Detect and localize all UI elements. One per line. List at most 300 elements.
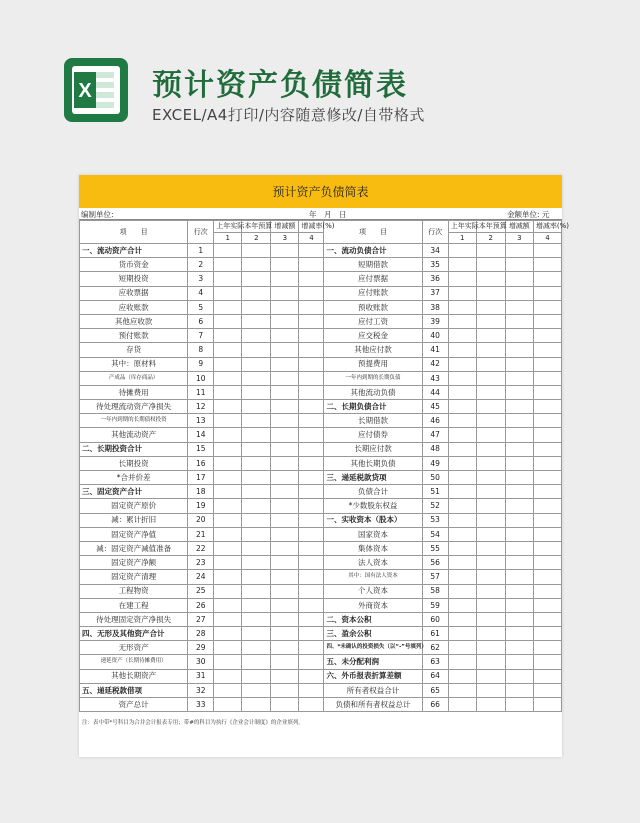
- asset-line-no: 29: [188, 641, 214, 655]
- liability-value-cell[interactable]: [505, 258, 533, 272]
- asset-value-cell[interactable]: [271, 698, 299, 712]
- asset-value-cell[interactable]: [299, 485, 324, 499]
- asset-line-no: 25: [188, 584, 214, 598]
- table-row: [80, 541, 562, 555]
- liability-item: 应付票据: [324, 272, 422, 286]
- asset-value-cell[interactable]: [242, 655, 271, 669]
- liability-value-cell[interactable]: [533, 471, 561, 485]
- asset-value-cell[interactable]: [242, 698, 271, 712]
- asset-value-cell[interactable]: [271, 385, 299, 399]
- asset-value-cell[interactable]: [271, 272, 299, 286]
- liability-value-cell[interactable]: [448, 612, 476, 626]
- asset-value-cell[interactable]: [271, 485, 299, 499]
- liability-value-cell[interactable]: [505, 641, 533, 655]
- asset-value-cell[interactable]: [299, 556, 324, 570]
- asset-value-cell[interactable]: [242, 272, 271, 286]
- liability-value-cell[interactable]: [505, 471, 533, 485]
- asset-value-cell[interactable]: [271, 584, 299, 598]
- liability-value-cell[interactable]: [505, 300, 533, 314]
- liability-value-cell[interactable]: [533, 655, 561, 669]
- liability-value-cell[interactable]: [505, 442, 533, 456]
- asset-value-cell[interactable]: [299, 371, 324, 385]
- liability-value-cell[interactable]: [448, 428, 476, 442]
- asset-line-no: 10: [188, 371, 214, 385]
- unit-label: 编制单位:: [81, 210, 114, 219]
- asset-value-cell[interactable]: [214, 385, 242, 399]
- asset-value-cell[interactable]: [214, 485, 242, 499]
- liability-value-cell[interactable]: [505, 612, 533, 626]
- liability-value-cell[interactable]: [476, 612, 505, 626]
- table-row: [80, 272, 562, 286]
- liability-value-cell[interactable]: [533, 683, 561, 697]
- asset-value-cell[interactable]: [299, 584, 324, 598]
- liability-value-cell[interactable]: [476, 556, 505, 570]
- liability-value-cell[interactable]: [448, 698, 476, 712]
- liability-value-cell[interactable]: [505, 400, 533, 414]
- liability-value-cell[interactable]: [505, 541, 533, 555]
- asset-value-cell[interactable]: [242, 428, 271, 442]
- liability-value-cell[interactable]: [476, 655, 505, 669]
- asset-value-cell[interactable]: [214, 612, 242, 626]
- asset-value-cell[interactable]: [242, 286, 271, 300]
- liability-value-cell[interactable]: [533, 669, 561, 683]
- liability-value-cell[interactable]: [448, 485, 476, 499]
- asset-value-cell[interactable]: [242, 499, 271, 513]
- liability-value-cell[interactable]: [448, 385, 476, 399]
- liability-value-cell[interactable]: [505, 485, 533, 499]
- asset-value-cell[interactable]: [214, 329, 242, 343]
- asset-value-cell[interactable]: [214, 598, 242, 612]
- table-row: [80, 485, 562, 499]
- liability-value-cell[interactable]: [476, 428, 505, 442]
- asset-value-cell[interactable]: [214, 272, 242, 286]
- liability-value-cell[interactable]: [505, 428, 533, 442]
- liability-line-no: 38: [422, 300, 448, 314]
- liability-value-cell[interactable]: [533, 641, 561, 655]
- liability-value-cell[interactable]: [448, 442, 476, 456]
- asset-item: 其中：原材料: [80, 357, 188, 371]
- asset-value-cell[interactable]: [299, 428, 324, 442]
- liability-value-cell[interactable]: [505, 329, 533, 343]
- asset-value-cell[interactable]: [242, 357, 271, 371]
- asset-value-cell[interactable]: [271, 442, 299, 456]
- liability-value-cell[interactable]: [505, 286, 533, 300]
- asset-value-cell[interactable]: [299, 641, 324, 655]
- liability-value-cell[interactable]: [476, 300, 505, 314]
- asset-item: 固定资产净值: [80, 527, 188, 541]
- asset-value-cell[interactable]: [214, 513, 242, 527]
- liability-value-cell[interactable]: [533, 598, 561, 612]
- liability-value-cell[interactable]: [505, 556, 533, 570]
- liability-value-cell[interactable]: [448, 329, 476, 343]
- liability-value-cell[interactable]: [505, 598, 533, 612]
- liability-value-cell[interactable]: [448, 570, 476, 584]
- liability-value-cell[interactable]: [476, 244, 505, 258]
- liability-value-cell[interactable]: [476, 371, 505, 385]
- liability-value-cell[interactable]: [448, 371, 476, 385]
- asset-value-cell[interactable]: [214, 442, 242, 456]
- liability-value-cell[interactable]: [476, 314, 505, 328]
- asset-value-cell[interactable]: [271, 357, 299, 371]
- liability-value-cell[interactable]: [533, 499, 561, 513]
- col-change-pct-right: 增减率(%): [533, 221, 561, 233]
- asset-value-cell[interactable]: [214, 400, 242, 414]
- liability-value-cell[interactable]: [533, 698, 561, 712]
- asset-line-no: 4: [188, 286, 214, 300]
- liability-value-cell[interactable]: [448, 584, 476, 598]
- asset-value-cell[interactable]: [214, 527, 242, 541]
- liability-value-cell[interactable]: [476, 698, 505, 712]
- asset-value-cell[interactable]: [214, 499, 242, 513]
- liability-value-cell[interactable]: [476, 272, 505, 286]
- liability-value-cell[interactable]: [448, 286, 476, 300]
- liability-value-cell[interactable]: [448, 541, 476, 555]
- liability-value-cell[interactable]: [476, 329, 505, 343]
- liability-value-cell[interactable]: [505, 314, 533, 328]
- liability-value-cell[interactable]: [476, 400, 505, 414]
- asset-value-cell[interactable]: [214, 471, 242, 485]
- asset-value-cell[interactable]: [271, 400, 299, 414]
- liability-value-cell[interactable]: [505, 513, 533, 527]
- asset-value-cell[interactable]: [271, 300, 299, 314]
- liability-value-cell[interactable]: [448, 669, 476, 683]
- asset-value-cell[interactable]: [242, 314, 271, 328]
- col-change: 增减额: [271, 221, 299, 233]
- asset-value-cell[interactable]: [271, 414, 299, 428]
- asset-value-cell[interactable]: [242, 612, 271, 626]
- asset-value-cell[interactable]: [299, 669, 324, 683]
- liability-value-cell[interactable]: [476, 442, 505, 456]
- liability-item: 其他长期负债: [324, 456, 422, 470]
- asset-value-cell[interactable]: [214, 683, 242, 697]
- liability-value-cell[interactable]: [533, 627, 561, 641]
- asset-value-cell[interactable]: [299, 570, 324, 584]
- liability-value-cell[interactable]: [505, 655, 533, 669]
- liability-value-cell[interactable]: [533, 371, 561, 385]
- liability-value-cell[interactable]: [448, 598, 476, 612]
- asset-value-cell[interactable]: [271, 456, 299, 470]
- asset-value-cell[interactable]: [242, 669, 271, 683]
- liability-value-cell[interactable]: [505, 357, 533, 371]
- liability-value-cell[interactable]: [533, 343, 561, 357]
- asset-value-cell[interactable]: [242, 414, 271, 428]
- asset-value-cell[interactable]: [271, 499, 299, 513]
- liability-value-cell[interactable]: [533, 485, 561, 499]
- asset-value-cell[interactable]: [271, 314, 299, 328]
- liability-value-cell[interactable]: [533, 272, 561, 286]
- asset-value-cell[interactable]: [299, 385, 324, 399]
- asset-value-cell[interactable]: [299, 300, 324, 314]
- liability-value-cell[interactable]: [476, 385, 505, 399]
- asset-value-cell[interactable]: [271, 541, 299, 555]
- asset-value-cell[interactable]: [242, 627, 271, 641]
- asset-value-cell[interactable]: [299, 655, 324, 669]
- liability-value-cell[interactable]: [533, 244, 561, 258]
- liability-line-no: 37: [422, 286, 448, 300]
- liability-value-cell[interactable]: [505, 584, 533, 598]
- liability-value-cell[interactable]: [533, 570, 561, 584]
- asset-value-cell[interactable]: [299, 683, 324, 697]
- liability-value-cell[interactable]: [448, 655, 476, 669]
- liability-value-cell[interactable]: [476, 513, 505, 527]
- liability-value-cell[interactable]: [533, 385, 561, 399]
- liability-value-cell[interactable]: [448, 258, 476, 272]
- liability-value-cell[interactable]: [476, 485, 505, 499]
- asset-value-cell[interactable]: [271, 556, 299, 570]
- liability-value-cell[interactable]: [448, 513, 476, 527]
- asset-value-cell[interactable]: [271, 258, 299, 272]
- liability-value-cell[interactable]: [448, 244, 476, 258]
- asset-value-cell[interactable]: [242, 456, 271, 470]
- liability-value-cell[interactable]: [533, 258, 561, 272]
- liability-value-cell[interactable]: [533, 584, 561, 598]
- liability-value-cell[interactable]: [476, 669, 505, 683]
- table-row: [80, 314, 562, 328]
- liability-value-cell[interactable]: [505, 698, 533, 712]
- asset-item: 一、流动资产合计: [80, 244, 188, 258]
- liability-value-cell[interactable]: [505, 343, 533, 357]
- asset-value-cell[interactable]: [242, 385, 271, 399]
- asset-value-cell[interactable]: [242, 400, 271, 414]
- asset-value-cell[interactable]: [214, 314, 242, 328]
- asset-value-cell[interactable]: [242, 329, 271, 343]
- asset-value-cell[interactable]: [299, 314, 324, 328]
- liability-value-cell[interactable]: [505, 456, 533, 470]
- asset-value-cell[interactable]: [214, 343, 242, 357]
- asset-item: 三、固定资产合计: [80, 485, 188, 499]
- asset-value-cell[interactable]: [299, 513, 324, 527]
- liability-value-cell[interactable]: [505, 683, 533, 697]
- liability-value-cell[interactable]: [533, 456, 561, 470]
- asset-value-cell[interactable]: [271, 343, 299, 357]
- asset-value-cell[interactable]: [299, 329, 324, 343]
- liability-value-cell[interactable]: [476, 598, 505, 612]
- asset-value-cell[interactable]: [271, 655, 299, 669]
- asset-value-cell[interactable]: [271, 471, 299, 485]
- asset-item: 产成品（库存商品）: [80, 371, 188, 385]
- asset-value-cell[interactable]: [299, 442, 324, 456]
- liability-value-cell[interactable]: [476, 286, 505, 300]
- liability-value-cell[interactable]: [505, 669, 533, 683]
- liability-value-cell[interactable]: [448, 414, 476, 428]
- liability-value-cell[interactable]: [476, 683, 505, 697]
- liability-value-cell[interactable]: [448, 556, 476, 570]
- liability-value-cell[interactable]: [476, 584, 505, 598]
- liability-value-cell[interactable]: [448, 400, 476, 414]
- asset-value-cell[interactable]: [242, 343, 271, 357]
- liability-value-cell[interactable]: [505, 527, 533, 541]
- asset-value-cell[interactable]: [214, 584, 242, 598]
- liability-value-cell[interactable]: [505, 414, 533, 428]
- asset-value-cell[interactable]: [299, 698, 324, 712]
- liability-value-cell[interactable]: [533, 314, 561, 328]
- liability-value-cell[interactable]: [505, 627, 533, 641]
- liability-value-cell[interactable]: [448, 641, 476, 655]
- liability-value-cell[interactable]: [448, 343, 476, 357]
- asset-line-no: 30: [188, 655, 214, 669]
- asset-line-no: 13: [188, 414, 214, 428]
- asset-value-cell[interactable]: [242, 527, 271, 541]
- liability-value-cell[interactable]: [505, 272, 533, 286]
- asset-value-cell[interactable]: [214, 286, 242, 300]
- liability-value-cell[interactable]: [505, 385, 533, 399]
- table-row: [80, 513, 562, 527]
- asset-value-cell[interactable]: [214, 655, 242, 669]
- asset-value-cell[interactable]: [242, 683, 271, 697]
- asset-value-cell[interactable]: [242, 584, 271, 598]
- asset-value-cell[interactable]: [271, 598, 299, 612]
- liability-item: 国家资本: [324, 527, 422, 541]
- asset-value-cell[interactable]: [242, 485, 271, 499]
- asset-line-no: 17: [188, 471, 214, 485]
- asset-value-cell[interactable]: [242, 641, 271, 655]
- asset-value-cell[interactable]: [242, 371, 271, 385]
- liability-value-cell[interactable]: [533, 527, 561, 541]
- liability-value-cell[interactable]: [476, 471, 505, 485]
- asset-value-cell[interactable]: [214, 428, 242, 442]
- asset-value-cell[interactable]: [271, 371, 299, 385]
- asset-value-cell[interactable]: [299, 471, 324, 485]
- liability-value-cell[interactable]: [533, 513, 561, 527]
- asset-value-cell[interactable]: [214, 669, 242, 683]
- liability-value-cell[interactable]: [533, 414, 561, 428]
- asset-value-cell[interactable]: [214, 300, 242, 314]
- asset-value-cell[interactable]: [299, 527, 324, 541]
- asset-value-cell[interactable]: [242, 258, 271, 272]
- asset-value-cell[interactable]: [271, 428, 299, 442]
- asset-value-cell[interactable]: [214, 371, 242, 385]
- liability-value-cell[interactable]: [448, 357, 476, 371]
- asset-value-cell[interactable]: [242, 598, 271, 612]
- asset-value-cell[interactable]: [242, 556, 271, 570]
- asset-value-cell[interactable]: [271, 286, 299, 300]
- asset-value-cell[interactable]: [271, 612, 299, 626]
- asset-value-cell[interactable]: [271, 641, 299, 655]
- asset-value-cell[interactable]: [271, 329, 299, 343]
- asset-value-cell[interactable]: [299, 598, 324, 612]
- liability-value-cell[interactable]: [448, 499, 476, 513]
- asset-value-cell[interactable]: [214, 456, 242, 470]
- asset-value-cell[interactable]: [242, 244, 271, 258]
- liability-value-cell[interactable]: [505, 499, 533, 513]
- asset-value-cell[interactable]: [214, 357, 242, 371]
- asset-value-cell[interactable]: [299, 343, 324, 357]
- asset-value-cell[interactable]: [299, 499, 324, 513]
- liability-value-cell[interactable]: [448, 314, 476, 328]
- asset-value-cell[interactable]: [214, 627, 242, 641]
- asset-value-cell[interactable]: [214, 244, 242, 258]
- liability-value-cell[interactable]: [533, 612, 561, 626]
- liability-line-no: 66: [422, 698, 448, 712]
- liability-value-cell[interactable]: [476, 456, 505, 470]
- liability-value-cell[interactable]: [476, 541, 505, 555]
- table-row: [80, 598, 562, 612]
- liability-value-cell[interactable]: [476, 343, 505, 357]
- footnote: 注：表中带*号科目为合并会计报表专用；带#的科目为执行《企业会计制度》的企业填列。: [82, 720, 304, 727]
- asset-value-cell[interactable]: [214, 541, 242, 555]
- liability-value-cell[interactable]: [448, 627, 476, 641]
- asset-value-cell[interactable]: [271, 683, 299, 697]
- liability-value-cell[interactable]: [448, 471, 476, 485]
- asset-value-cell[interactable]: [214, 698, 242, 712]
- liability-value-cell[interactable]: [448, 272, 476, 286]
- liability-line-no: 43: [422, 371, 448, 385]
- asset-value-cell[interactable]: [271, 570, 299, 584]
- liability-value-cell[interactable]: [448, 683, 476, 697]
- asset-value-cell[interactable]: [299, 456, 324, 470]
- liability-value-cell[interactable]: [505, 570, 533, 584]
- asset-value-cell[interactable]: [271, 627, 299, 641]
- liability-value-cell[interactable]: [476, 499, 505, 513]
- asset-value-cell[interactable]: [242, 300, 271, 314]
- liability-value-cell[interactable]: [448, 527, 476, 541]
- liability-value-cell[interactable]: [476, 414, 505, 428]
- asset-item: *合并价差: [80, 471, 188, 485]
- asset-value-cell[interactable]: [271, 527, 299, 541]
- asset-value-cell[interactable]: [242, 442, 271, 456]
- asset-value-cell[interactable]: [242, 541, 271, 555]
- liability-value-cell[interactable]: [533, 556, 561, 570]
- liability-value-cell[interactable]: [476, 570, 505, 584]
- asset-value-cell[interactable]: [271, 669, 299, 683]
- asset-value-cell[interactable]: [242, 471, 271, 485]
- asset-value-cell[interactable]: [299, 414, 324, 428]
- liability-value-cell[interactable]: [476, 357, 505, 371]
- liability-value-cell[interactable]: [533, 541, 561, 555]
- liability-value-cell[interactable]: [448, 300, 476, 314]
- liability-value-cell[interactable]: [448, 456, 476, 470]
- liability-value-cell[interactable]: [533, 329, 561, 343]
- asset-value-cell[interactable]: [299, 272, 324, 286]
- asset-value-cell[interactable]: [299, 627, 324, 641]
- liability-value-cell[interactable]: [533, 357, 561, 371]
- liability-value-cell[interactable]: [476, 527, 505, 541]
- liability-value-cell[interactable]: [476, 641, 505, 655]
- liability-value-cell[interactable]: [476, 258, 505, 272]
- asset-value-cell[interactable]: [242, 570, 271, 584]
- col-num: 1: [214, 233, 242, 244]
- liability-item: 长期借款: [324, 414, 422, 428]
- asset-value-cell[interactable]: [271, 244, 299, 258]
- asset-value-cell[interactable]: [214, 570, 242, 584]
- liability-value-cell[interactable]: [505, 371, 533, 385]
- asset-value-cell[interactable]: [299, 286, 324, 300]
- asset-value-cell[interactable]: [214, 414, 242, 428]
- asset-value-cell[interactable]: [214, 641, 242, 655]
- asset-value-cell[interactable]: [214, 556, 242, 570]
- asset-value-cell[interactable]: [299, 244, 324, 258]
- asset-value-cell[interactable]: [271, 513, 299, 527]
- asset-value-cell[interactable]: [299, 258, 324, 272]
- liability-value-cell[interactable]: [533, 300, 561, 314]
- table-row: [80, 371, 562, 385]
- liability-value-cell[interactable]: [533, 442, 561, 456]
- liability-line-no: 39: [422, 314, 448, 328]
- asset-value-cell[interactable]: [299, 400, 324, 414]
- asset-value-cell[interactable]: [214, 258, 242, 272]
- asset-value-cell[interactable]: [299, 541, 324, 555]
- liability-value-cell[interactable]: [533, 400, 561, 414]
- liability-value-cell[interactable]: [533, 286, 561, 300]
- liability-value-cell[interactable]: [505, 244, 533, 258]
- asset-value-cell[interactable]: [299, 357, 324, 371]
- liability-value-cell[interactable]: [476, 627, 505, 641]
- asset-value-cell[interactable]: [242, 513, 271, 527]
- asset-value-cell[interactable]: [299, 612, 324, 626]
- liability-value-cell[interactable]: [533, 428, 561, 442]
- col-num: 4: [533, 233, 561, 244]
- asset-item: 其他长期资产: [80, 669, 188, 683]
